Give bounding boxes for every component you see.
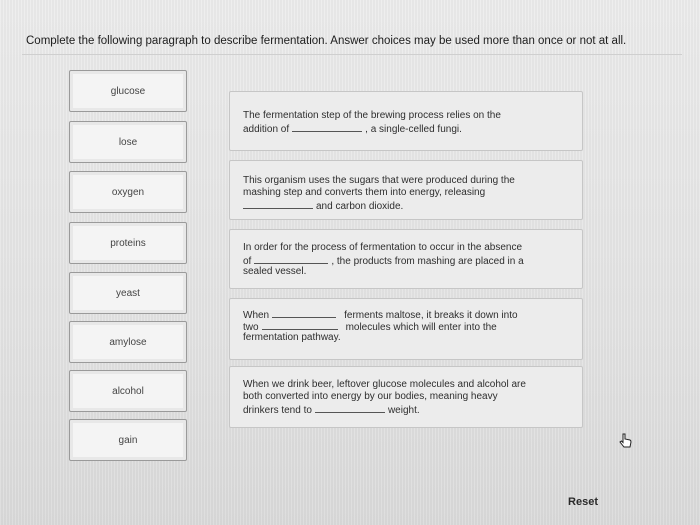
paragraph-3 (229, 229, 583, 289)
choice-gain[interactable] (69, 419, 187, 461)
choice-oxygen[interactable] (69, 171, 187, 213)
reset-button[interactable]: Reset (568, 496, 598, 508)
choice-label: gain (118, 434, 138, 446)
paragraph-line: In order for the process of fermentation to occur in the absence (243, 242, 523, 253)
choice-label: alcohol (112, 385, 144, 397)
instructions: Complete the following paragraph to describe fermentation. Answer choices may be used more than once or not at all. (26, 35, 627, 47)
drop-blank[interactable] (243, 199, 313, 209)
choice-label: lose (118, 136, 138, 148)
choice-label: yeast (116, 287, 140, 299)
paragraph-line: This organism uses the sugars that were produced during the (243, 175, 515, 186)
choice-lose[interactable] (69, 121, 187, 163)
paragraph-4 (229, 298, 583, 360)
paragraph-text: molecules which will enter into the (345, 322, 497, 333)
paragraph-line: sealed vessel. (243, 266, 307, 277)
drop-blank[interactable] (292, 122, 362, 132)
drop-blank[interactable] (262, 320, 338, 330)
paragraph-text: and carbon dioxide. (316, 201, 404, 212)
choice-alcohol[interactable] (69, 370, 187, 412)
paragraph-text: drinkers tend to (243, 405, 312, 416)
paragraph-text: When (243, 310, 270, 321)
paragraph-text: two (243, 322, 259, 333)
paragraph-line (243, 199, 403, 212)
paragraph-line: mashing step and converts them into energy, releasing (243, 187, 486, 198)
hand-pointer-icon (618, 433, 634, 449)
choice-amylose[interactable] (69, 321, 187, 363)
drop-blank[interactable] (272, 308, 336, 318)
paragraph-text: weight. (387, 405, 420, 416)
choice-proteins[interactable] (69, 222, 187, 264)
paragraph-text: , the products from mashing are placed in a (331, 256, 524, 267)
paragraph-line (243, 122, 462, 135)
paragraph-line: both converted into energy by our bodies, meaning heavy (243, 391, 498, 402)
choice-label: oxygen (111, 186, 145, 198)
choice-glucose[interactable] (69, 70, 187, 112)
paragraph-line: When we drink beer, leftover glucose molecules and alcohol are (243, 379, 526, 390)
paragraph-text: , a single-celled fungi. (365, 124, 462, 135)
choice-label: amylose (109, 336, 147, 348)
paragraph-text: addition of (243, 124, 290, 135)
paragraph-line (243, 403, 420, 416)
paragraph-line: fermentation pathway. (243, 332, 341, 343)
paragraph-line: The fermentation step of the brewing process relies on the (243, 110, 501, 121)
paragraph-text: ferments maltose, it breaks it down into (344, 310, 518, 321)
paragraph-text: of (243, 256, 252, 267)
drop-blank[interactable] (254, 254, 328, 264)
choice-label: proteins (110, 237, 146, 249)
paragraph-2 (229, 160, 583, 220)
paragraph-1 (229, 91, 583, 151)
choice-yeast[interactable] (69, 272, 187, 314)
drop-blank[interactable] (315, 403, 385, 413)
paragraph-5 (229, 366, 583, 428)
choice-label: glucose (110, 85, 146, 97)
divider (22, 54, 682, 55)
